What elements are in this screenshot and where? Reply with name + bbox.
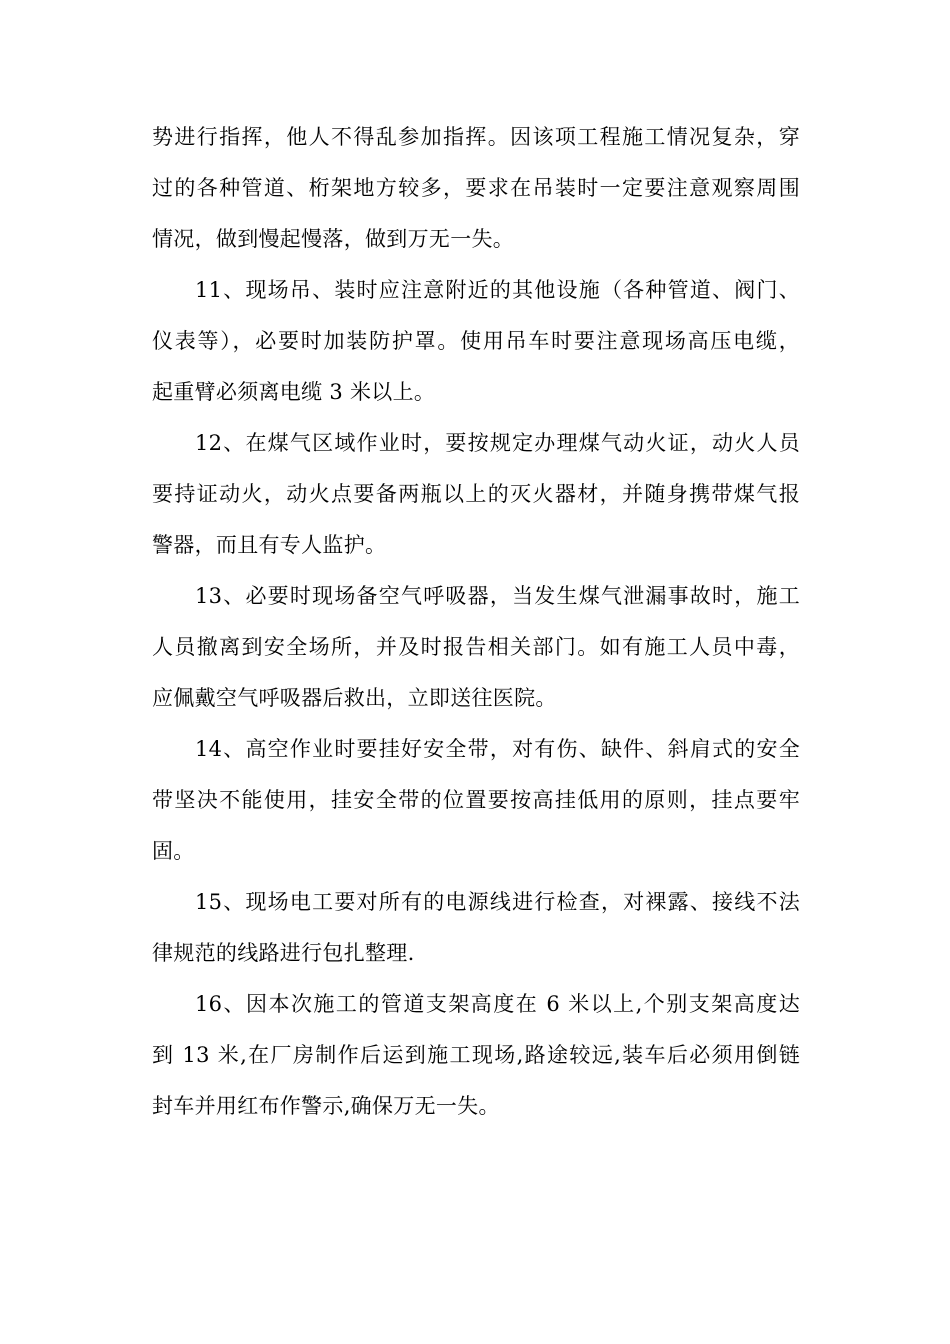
- text-line: 13、必要时现场备空气呼吸器，当发生煤气泄漏事故时，施工: [195, 584, 800, 608]
- text-line: 仪表等），必要时加装防护罩。使用吊车时要注意现场高压电缆，: [152, 329, 800, 353]
- text-line: 到 13 米,在厂房制作后运到施工现场,路途较远,装车后必须用倒链: [152, 1043, 800, 1067]
- paragraph-item-11: [152, 265, 800, 418]
- text-line: 情况，做到慢起慢落，做到万无一失。: [152, 227, 515, 251]
- text-line: 要持证动火，动火点要备两瓶以上的灭火器材，并随身携带煤气报: [152, 482, 800, 506]
- text-line: 封车并用红布作警示,确保万无一失。: [152, 1094, 500, 1118]
- paragraph-item-15: [152, 877, 800, 979]
- paragraph-item-14: [152, 724, 800, 877]
- document-body: [152, 112, 800, 1132]
- text-line: 律规范的线路进行包扎整理.: [152, 941, 415, 965]
- text-line: 11、现场吊、装时应注意附近的其他设施（各种管道、阀门、: [195, 278, 800, 302]
- text-line: 带坚决不能使用，挂安全带的位置要按高挂低用的原则，挂点要牢: [152, 788, 800, 812]
- text-line: 势进行指挥，他人不得乱参加指挥。因该项工程施工情况复杂，穿: [152, 125, 800, 149]
- paragraph-item-10-continued: [152, 112, 800, 265]
- paragraph-item-13: [152, 571, 800, 724]
- text-line: 起重臂必须离电缆 3 米以上。: [152, 380, 436, 404]
- text-line: 过的各种管道、桁架地方较多，要求在吊装时一定要注意观察周围: [152, 176, 800, 200]
- text-line: 12、在煤气区域作业时，要按规定办理煤气动火证，动火人员: [195, 431, 800, 455]
- text-line: 应佩戴空气呼吸器后救出，立即送往医院。: [152, 686, 557, 710]
- text-line: 人员撤离到安全场所，并及时报告相关部门。如有施工人员中毒，: [152, 635, 800, 659]
- text-line: 14、高空作业时要挂好安全带，对有伤、缺件、斜肩式的安全: [195, 737, 800, 761]
- paragraph-item-16: [152, 979, 800, 1132]
- text-line: 固。: [152, 839, 195, 863]
- text-line: 15、现场电工要对所有的电源线进行检查，对裸露、接线不法: [195, 890, 800, 914]
- paragraph-item-12: [152, 418, 800, 571]
- text-line: 16、因本次施工的管道支架高度在 6 米以上,个别支架高度达: [195, 992, 800, 1016]
- text-line: 警器，而且有专人监护。: [152, 533, 387, 557]
